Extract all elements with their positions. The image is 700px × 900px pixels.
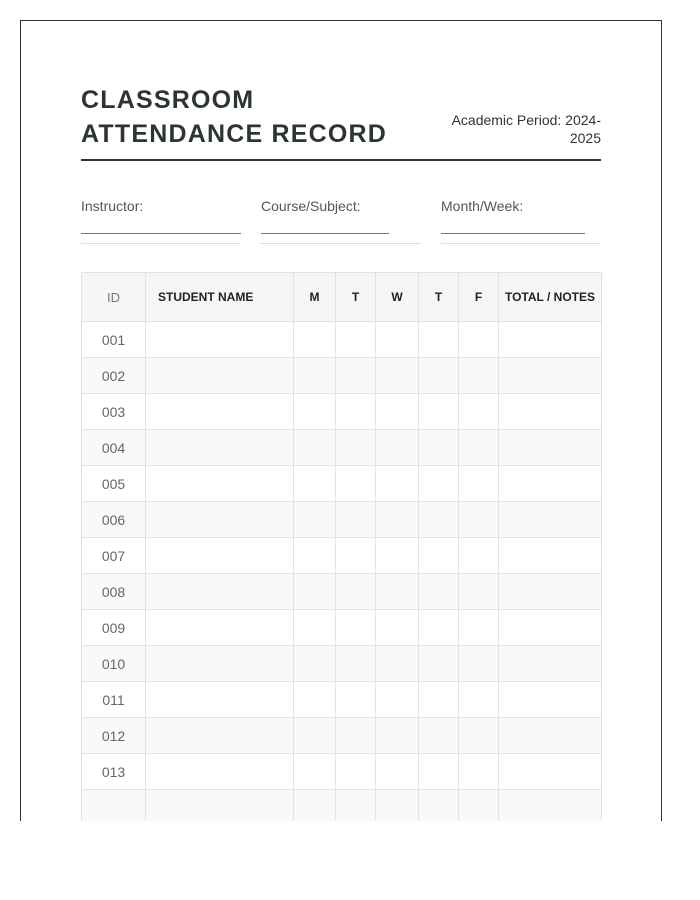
monday-cell[interactable] — [294, 754, 336, 790]
wednesday-cell[interactable] — [376, 790, 419, 822]
student-id-cell: 006 — [82, 502, 146, 538]
table-row — [82, 394, 602, 430]
total-notes-cell[interactable] — [499, 574, 602, 610]
student-id-cell: 001 — [82, 322, 146, 358]
student-id-cell: 002 — [82, 358, 146, 394]
wednesday-cell[interactable] — [376, 466, 419, 502]
header-monday: M — [294, 273, 336, 322]
header-wednesday: W — [376, 273, 419, 322]
tuesday-cell[interactable] — [336, 430, 376, 466]
total-notes-cell[interactable] — [499, 790, 602, 822]
monday-cell[interactable] — [294, 682, 336, 718]
month-week-field[interactable] — [441, 197, 601, 244]
wednesday-cell[interactable] — [376, 358, 419, 394]
student-name-cell[interactable] — [146, 502, 294, 538]
student-id-cell: 011 — [82, 682, 146, 718]
instructor-line — [81, 233, 241, 234]
attendance-table — [81, 272, 602, 821]
header-tuesday: T — [336, 273, 376, 322]
tuesday-cell[interactable] — [336, 754, 376, 790]
tuesday-cell[interactable] — [336, 358, 376, 394]
total-notes-cell[interactable] — [499, 718, 602, 754]
tuesday-cell[interactable] — [336, 718, 376, 754]
course-subject-field[interactable] — [261, 197, 421, 244]
table-row — [82, 430, 602, 466]
header-thursday: T — [419, 273, 459, 322]
wednesday-cell[interactable] — [376, 394, 419, 430]
total-notes-cell[interactable] — [499, 646, 602, 682]
table-row — [82, 574, 602, 610]
attendance-table-body — [82, 322, 602, 822]
header-id: ID — [82, 273, 146, 322]
thursday-cell[interactable] — [419, 322, 459, 358]
total-notes-cell[interactable] — [499, 682, 602, 718]
tuesday-cell[interactable] — [336, 394, 376, 430]
course-subject-label: Course/Subject: — [261, 198, 361, 214]
student-name-cell[interactable] — [146, 358, 294, 394]
thursday-cell[interactable] — [419, 394, 459, 430]
student-name-cell[interactable] — [146, 754, 294, 790]
info-fields — [81, 197, 601, 247]
thursday-cell[interactable] — [419, 610, 459, 646]
wednesday-cell[interactable] — [376, 754, 419, 790]
friday-cell[interactable] — [459, 394, 499, 430]
monday-cell[interactable] — [294, 538, 336, 574]
document-title: CLASSROOM ATTENDANCE RECORD — [81, 86, 388, 148]
student-id-cell: 010 — [82, 646, 146, 682]
monday-cell[interactable] — [294, 646, 336, 682]
instructor-field[interactable] — [81, 197, 241, 244]
friday-cell[interactable] — [459, 682, 499, 718]
wednesday-cell[interactable] — [376, 646, 419, 682]
student-id-cell — [82, 790, 146, 822]
student-id-cell: 003 — [82, 394, 146, 430]
monday-cell[interactable] — [294, 430, 336, 466]
student-name-cell[interactable] — [146, 646, 294, 682]
monday-cell[interactable] — [294, 718, 336, 754]
header-total-notes: TOTAL / NOTES — [499, 273, 602, 322]
thursday-cell[interactable] — [419, 430, 459, 466]
table-row — [82, 646, 602, 682]
total-notes-cell[interactable] — [499, 466, 602, 502]
student-name-cell[interactable] — [146, 790, 294, 822]
friday-cell[interactable] — [459, 574, 499, 610]
tuesday-cell[interactable] — [336, 682, 376, 718]
student-id-cell: 013 — [82, 754, 146, 790]
student-id-cell: 004 — [82, 430, 146, 466]
thursday-cell[interactable] — [419, 358, 459, 394]
total-notes-cell[interactable] — [499, 502, 602, 538]
tuesday-cell[interactable] — [336, 610, 376, 646]
table-row — [82, 682, 602, 718]
student-name-cell[interactable] — [146, 538, 294, 574]
attendance-sheet — [20, 20, 662, 821]
tuesday-cell[interactable] — [336, 466, 376, 502]
tuesday-cell[interactable] — [336, 646, 376, 682]
table-row — [82, 502, 602, 538]
table-row — [82, 322, 602, 358]
tuesday-cell[interactable] — [336, 574, 376, 610]
thursday-cell[interactable] — [419, 502, 459, 538]
total-notes-cell[interactable] — [499, 430, 602, 466]
wednesday-cell[interactable] — [376, 502, 419, 538]
monday-cell[interactable] — [294, 574, 336, 610]
wednesday-cell[interactable] — [376, 322, 419, 358]
friday-cell[interactable] — [459, 718, 499, 754]
monday-cell[interactable] — [294, 466, 336, 502]
friday-cell[interactable] — [459, 430, 499, 466]
total-notes-cell[interactable] — [499, 754, 602, 790]
total-notes-cell[interactable] — [499, 358, 602, 394]
student-name-cell[interactable] — [146, 610, 294, 646]
student-name-cell[interactable] — [146, 322, 294, 358]
table-row — [82, 790, 602, 822]
header-friday: F — [459, 273, 499, 322]
table-row — [82, 358, 602, 394]
friday-cell[interactable] — [459, 538, 499, 574]
student-name-cell[interactable] — [146, 682, 294, 718]
total-notes-cell[interactable] — [499, 538, 602, 574]
tuesday-cell[interactable] — [336, 790, 376, 822]
student-id-cell: 005 — [82, 466, 146, 502]
monday-cell[interactable] — [294, 322, 336, 358]
wednesday-cell[interactable] — [376, 538, 419, 574]
table-header-row — [82, 273, 602, 322]
monday-cell[interactable] — [294, 610, 336, 646]
thursday-cell[interactable] — [419, 754, 459, 790]
tuesday-cell[interactable] — [336, 538, 376, 574]
tuesday-cell[interactable] — [336, 322, 376, 358]
wednesday-cell[interactable] — [376, 574, 419, 610]
friday-cell[interactable] — [459, 322, 499, 358]
thursday-cell[interactable] — [419, 466, 459, 502]
friday-cell[interactable] — [459, 358, 499, 394]
student-id-cell: 012 — [82, 718, 146, 754]
monday-cell[interactable] — [294, 502, 336, 538]
monday-cell[interactable] — [294, 358, 336, 394]
student-name-cell[interactable] — [146, 466, 294, 502]
table-row — [82, 754, 602, 790]
wednesday-cell[interactable] — [376, 610, 419, 646]
academic-period: Academic Period: 2024-2025 — [451, 112, 601, 146]
wednesday-cell[interactable] — [376, 718, 419, 754]
tuesday-cell[interactable] — [336, 502, 376, 538]
document-header — [81, 81, 601, 161]
student-name-cell[interactable] — [146, 574, 294, 610]
table-row — [82, 538, 602, 574]
friday-cell[interactable] — [459, 466, 499, 502]
thursday-cell[interactable] — [419, 790, 459, 822]
total-notes-cell[interactable] — [499, 394, 602, 430]
monday-cell[interactable] — [294, 790, 336, 822]
table-row — [82, 466, 602, 502]
thursday-cell[interactable] — [419, 718, 459, 754]
student-id-cell: 009 — [82, 610, 146, 646]
month-week-line — [441, 233, 585, 234]
total-notes-cell[interactable] — [499, 322, 602, 358]
thursday-cell[interactable] — [419, 682, 459, 718]
student-name-cell[interactable] — [146, 430, 294, 466]
student-id-cell: 008 — [82, 574, 146, 610]
table-row — [82, 718, 602, 754]
friday-cell[interactable] — [459, 646, 499, 682]
month-week-label: Month/Week: — [441, 198, 524, 214]
friday-cell[interactable] — [459, 790, 499, 822]
student-name-cell[interactable] — [146, 394, 294, 430]
instructor-label: Instructor: — [81, 198, 144, 214]
monday-cell[interactable] — [294, 394, 336, 430]
header-student-name: STUDENT NAME — [146, 273, 294, 322]
course-subject-line — [261, 233, 389, 234]
table-row — [82, 610, 602, 646]
wednesday-cell[interactable] — [376, 430, 419, 466]
thursday-cell[interactable] — [419, 538, 459, 574]
friday-cell[interactable] — [459, 502, 499, 538]
total-notes-cell[interactable] — [499, 610, 602, 646]
wednesday-cell[interactable] — [376, 682, 419, 718]
friday-cell[interactable] — [459, 754, 499, 790]
thursday-cell[interactable] — [419, 646, 459, 682]
student-id-cell: 007 — [82, 538, 146, 574]
thursday-cell[interactable] — [419, 574, 459, 610]
student-name-cell[interactable] — [146, 718, 294, 754]
friday-cell[interactable] — [459, 610, 499, 646]
